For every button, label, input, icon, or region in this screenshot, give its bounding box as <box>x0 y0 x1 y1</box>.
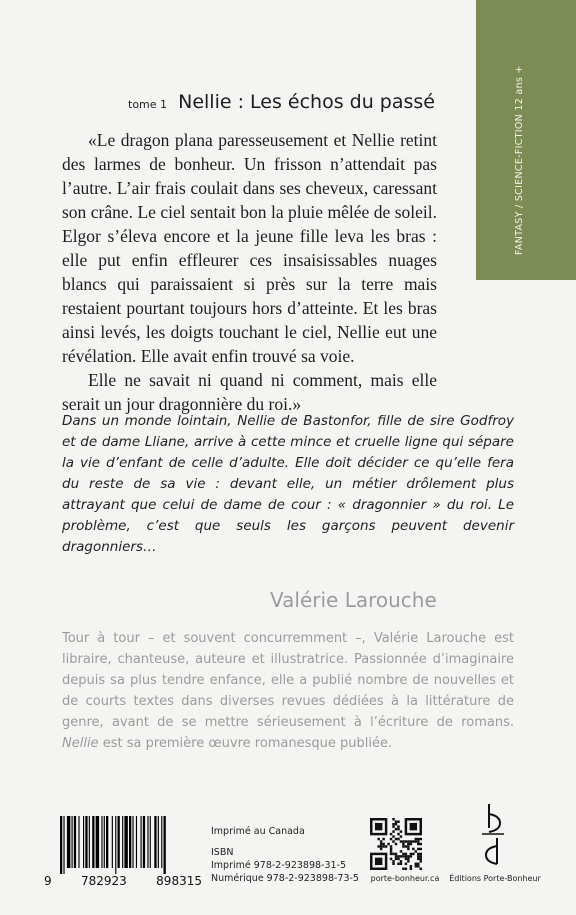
excerpt-paragraph: Elle ne savait ni quand ni comment, mais elle serait un jour dragonnière du roi.» <box>62 370 437 414</box>
bio-part: est sa première œuvre romanesque publiée. <box>98 736 393 751</box>
qr-caption: porte-bonheur.ca <box>370 874 440 883</box>
excerpt <box>62 128 437 416</box>
isbn-label: ISBN <box>211 847 234 858</box>
author-bio <box>62 628 514 754</box>
summary-text: Dans un monde lointain, Nellie de Bastonfor, fille de sire Godfroy et de dame Lliane, arrive à cette mince et cruelle ligne qui sépare la vie d’enfant de celle d’adulte. Elle doit décider ce qu’elle fera du reste de sa vie : devant elle, un métier drôlement plus attrayant que celui de dame de cour : « dragonnier » du roi. Le problème, c’est que seuls les garçons peuvent devenir dragonniers… <box>62 413 514 555</box>
qr-code <box>370 818 422 870</box>
bio-title-italic: Nellie <box>62 736 99 751</box>
publication-info <box>211 825 359 885</box>
book-title: Nellie : Les échos du passé <box>178 91 435 113</box>
genre-band <box>476 0 576 280</box>
barcode-digit-group: 9 <box>44 874 52 888</box>
genre-label-text: FANTASY / SCIENCE-FICTION 12 ans + <box>514 65 525 255</box>
isbn-digital: Numérique 978-2-923898-73-5 <box>211 873 359 884</box>
publisher-name: Éditions Porte-Bonheur <box>449 874 541 883</box>
tome-number: tome 1 <box>128 98 168 111</box>
author-bio-text <box>62 628 514 754</box>
barcode <box>60 816 200 874</box>
barcode-digit-group: 782923 <box>81 874 127 888</box>
printed-in: Imprimé au Canada <box>211 826 305 837</box>
book-title-line <box>128 91 435 113</box>
summary <box>62 411 514 558</box>
bio-part: Tour à tour – et souvent concurremment –, Valérie Larouche est libraire, chanteuse, auteure et illustratrice. Passionnée d’imaginaire depuis sa plus tendre enfance, elle a publié nombre de nouvelles et de courts textes dans diverses revues dédiées à la littérature de genre, avant de se mettre sérieusement à l’écriture de romans. <box>62 631 514 730</box>
barcode-digits <box>44 874 202 888</box>
isbn-print: Imprimé 978-2-923898-31-5 <box>211 860 347 871</box>
excerpt-paragraph: «Le dragon plana paresseusement et Nellie retint des larmes de bonheur. Un frisson n’attendait pas l’autre. L’air frais coulait dans ses cheveux, caressant son crâne. Le ciel sentait bon la pluie mêlée de soleil. Elgor s’éleva encore et la jeune fille leva les bras : elle put enfin effleurer ces insaisissables nuages blancs qui paraissaient si près sur la terre mais restaient pourtant toujours hors d’atteinte. Et les bras ainsi levés, les doigts touchant le ciel, Nellie eut une révélation. Elle avait enfin trouvé sa voie. <box>62 130 437 366</box>
author-name: Valérie Larouche <box>270 588 437 612</box>
publisher-logo <box>480 804 506 866</box>
barcode-digit-group: 898315 <box>156 874 202 888</box>
